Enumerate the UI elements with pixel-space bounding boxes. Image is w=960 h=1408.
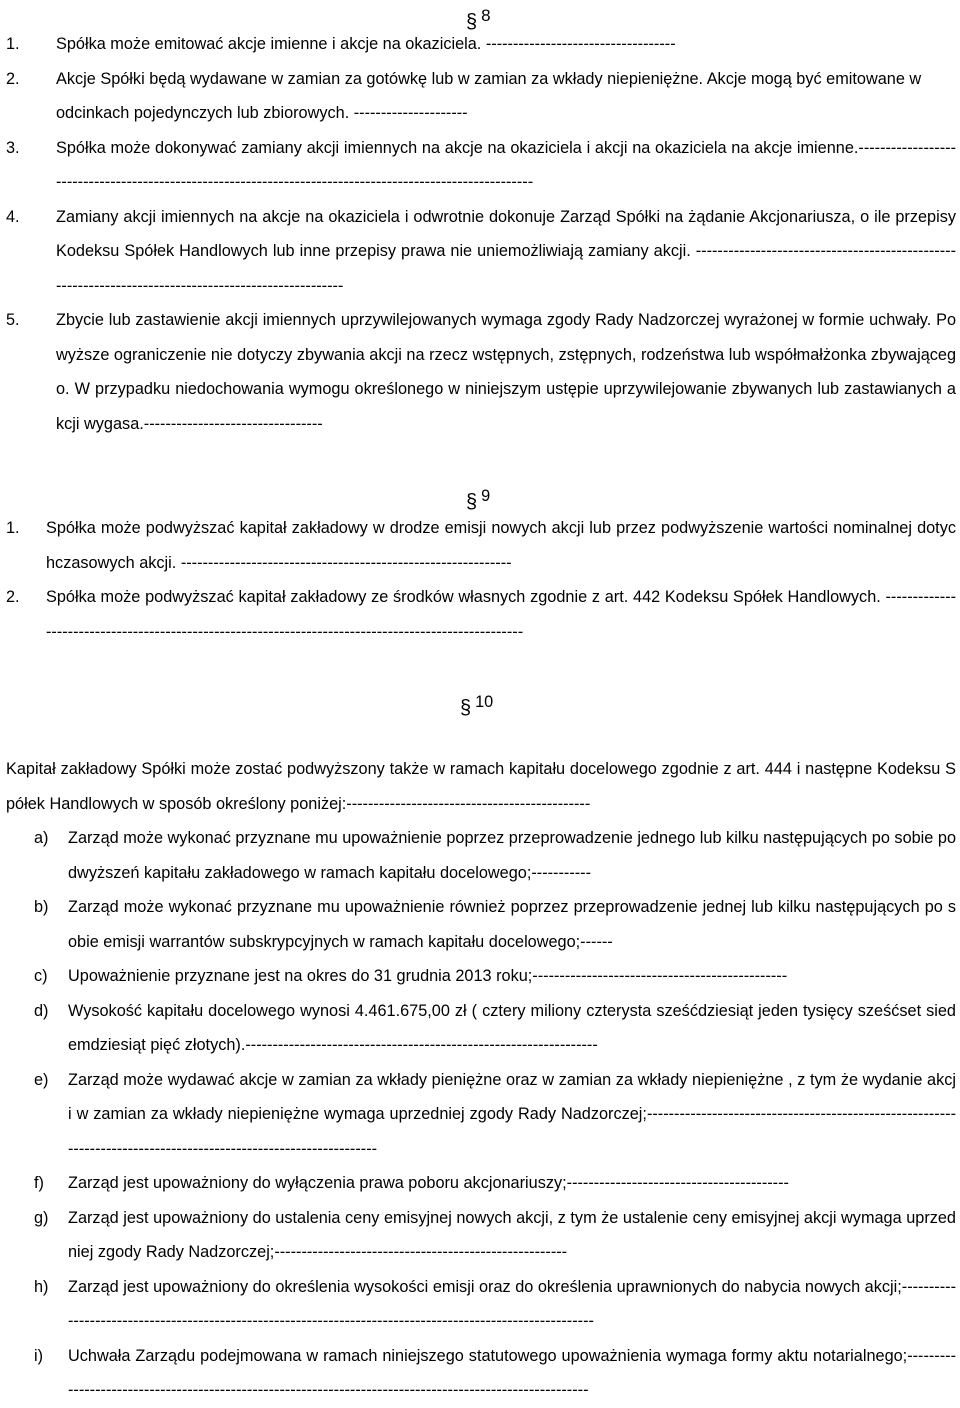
item-text: Spółka może podwyższać kapitał zakładowy w drodze emisji nowych akcji lub przez podwyższenie wartości nominalnej dotychczasowych akcji. ------------------------------------------------------------- — [46, 519, 956, 572]
item-text: Wysokość kapitału docelowego wynosi 4.461.675,00 zł ( cztery miliony czterysta sześćdziesiąt jeden tysięcy sześćset siedemdziesiąt pięć złotych).----------------------------------------------------------------- — [68, 1001, 956, 1054]
section-heading — [0, 0, 960, 33]
section-9-list — [6, 511, 956, 649]
item-text: Zarząd jest upoważniony do ustalenia ceny emisyjnej nowych akcji, z tym że ustalenie ceny emisyjnej akcji wymaga uprzedniej zgody Rady Nadzorczej;------------------------------------------------------ — [68, 1208, 956, 1261]
item-text: Upoważnienie przyznane jest na okres do 31 grudnia 2013 roku;----------------------------------------------- — [68, 967, 788, 985]
section-10-list — [34, 821, 956, 1408]
list-item — [6, 27, 956, 62]
section-8 — [0, 0, 960, 33]
section-10 — [0, 686, 960, 719]
list-item — [6, 303, 956, 441]
item-number: 5. — [6, 311, 20, 329]
section-10-body — [6, 752, 956, 821]
item-text: Spółka może podwyższać kapitał zakładowy ze środków własnych zgodnie z art. 442 Kodeksu Spółek Handlowych. ----------------------------------------------------------------------------------------------------- — [46, 588, 956, 641]
list-item — [34, 821, 956, 890]
item-letter: b) — [34, 898, 49, 916]
list-item — [34, 1270, 956, 1339]
item-text: Zarząd jest upoważniony do określenia wysokości emisji oraz do określenia uprawnionych do nabycia nowych akcji;----------------------------------------------------------------------------------------------------------- — [68, 1277, 956, 1330]
list-item — [34, 1201, 956, 1270]
list-item — [34, 959, 956, 994]
item-number: 4. — [6, 207, 20, 226]
section-number: 10 — [475, 693, 494, 711]
item-letter: i) — [34, 1346, 44, 1365]
item-text: Uchwała Zarządu podejmowana w ramach niniejszego statutowego upoważnienia wymaga formy aktu notarialnego;--------------------------------------------------------------------------------------------------------- — [68, 1346, 956, 1399]
item-letter: g) — [34, 1208, 49, 1227]
list-item — [6, 580, 956, 649]
intro-paragraph: Kapitał zakładowy Spółki może zostać podwyższony także w ramach kapitału docelowego zgodnie z art. 444 i następne Kodeksu Spółek Handlowych w sposób określony poniżej:--------------------------------------------- — [6, 760, 956, 813]
list-item — [34, 890, 956, 959]
list-item — [6, 62, 956, 131]
item-letter: f) — [34, 1174, 44, 1192]
item-text: Akcje Spółki będą wydawane w zamian za gotówkę lub w zamian za wkłady niepieniężne. Akcje mogą być emitowane w odcinkach pojedynczych lub zbiorowych. --------------------- — [56, 69, 922, 122]
item-text: Zarząd jest upoważniony do wyłączenia prawa poboru akcjonariuszy;----------------------------------------- — [68, 1174, 789, 1192]
item-number: 1. — [6, 519, 20, 537]
item-letter: h) — [34, 1277, 49, 1296]
list-item — [6, 131, 956, 200]
list-item — [6, 200, 956, 304]
list-item — [6, 511, 956, 580]
item-letter: a) — [34, 829, 49, 847]
item-letter: c) — [34, 967, 48, 985]
list-item — [34, 1166, 956, 1201]
item-text: Spółka może dokonywać zamiany akcji imiennych na akcje na okaziciela i akcji na okaziciela na akcje imienne.---------------------------------------------------------------------------------------------------------- — [56, 138, 956, 191]
item-text: Spółka może emitować akcje imienne i akcje na okaziciela. ----------------------------------- — [56, 35, 676, 53]
list-item — [34, 1063, 956, 1167]
section-number: 9 — [481, 487, 491, 505]
item-text: Zarząd może wykonać przyznane mu upoważnienie poprzez przeprowadzenie jednego lub kilku następujących po sobie podwyższeń kapitału zakładowego w ramach kapitału docelowego;----------- — [68, 829, 956, 882]
item-text: Zbycie lub zastawienie akcji imiennych uprzywilejowanych wymaga zgody Rady Nadzorczej wyrażonej w formie uchwały. Powyższe ograniczenie nie dotyczy zbywania akcji na rzecz wstępnych, zstępnych, rodzeństwa lub współmałżonka zbywającego. W przypadku niedochowania wymogu określonego w niniejszym ustępie uprzywilejowanie zbywanych lub zastawianych akcji wygasa.--------------------------------- — [56, 311, 956, 433]
item-letter: d) — [34, 1001, 49, 1020]
item-text: Zarząd może wykonać przyznane mu upoważnienie również poprzez przeprowadzenie jednej lub kilku następujących po sobie emisji warrantów subskrypcyjnych w ramach kapitału docelowego;------ — [68, 898, 956, 951]
list-item — [34, 994, 956, 1063]
list-item — [34, 1339, 956, 1408]
section-8-list — [6, 27, 956, 441]
section-sign-icon: § — [460, 697, 472, 719]
section-sign-icon: § — [466, 11, 478, 33]
item-number: 2. — [6, 69, 20, 88]
item-text: Zarząd może wydawać akcje w zamian za wkłady pieniężne oraz w zamian za wkłady niepieniężne , z tym że wydanie akcji w zamian za wkłady niepieniężne wymaga uprzedniej zgody Rady Nadzorczej;------------------------------------------------------------------------------------------------------------------ — [68, 1070, 956, 1158]
section-number: 8 — [481, 6, 491, 25]
item-text: Zamiany akcji imiennych na akcje na okaziciela i odwrotnie dokonuje Zarząd Spółki na żądanie Akcjonariusza, o ile przepisy Kodeksu Spółek Handlowych lub inne przepisy prawa nie uniemożliwiają zamiany akcji. ----------------------------------------------------------------------------------------------------- — [56, 207, 956, 295]
section-sign-icon: § — [466, 491, 478, 513]
item-number: 1. — [6, 35, 20, 53]
item-number: 3. — [6, 138, 20, 157]
item-number: 2. — [6, 588, 20, 606]
item-letter: e) — [34, 1070, 49, 1089]
section-9 — [0, 480, 960, 513]
